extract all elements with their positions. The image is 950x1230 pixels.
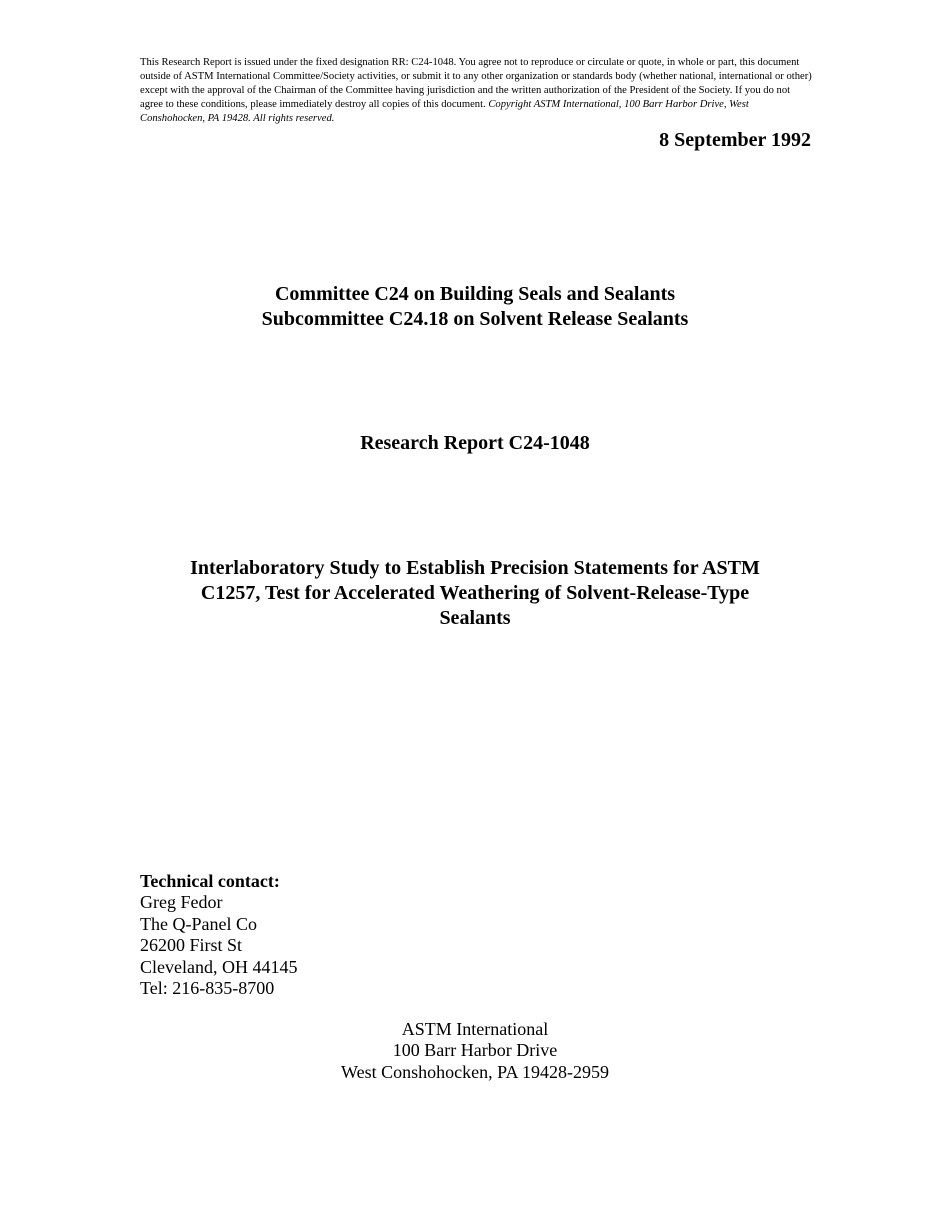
publisher-city: West Conshohocken, PA 19428-2959: [341, 1061, 609, 1082]
notice-text: This Research Report is issued under the fixed designation RR: C24-1048. You agree not to reproduce or circulate or quote, in whole or part, this document outside of ASTM International Committee/Society activities, or submit it to any other organization or standards body (whether national, international or other) except with the approval of the Chairman of the Committee having jurisdiction and the written authorization of the President of the Society. If you do not agree to these conditions, please immediately destroy all copies of this document.: [140, 57, 812, 110]
study-title-line-3: Sealants: [439, 607, 511, 629]
contact-company: The Q-Panel Co: [140, 913, 257, 934]
subcommittee-name: Subcommittee C24.18 on Solvent Release Sealants: [261, 308, 689, 330]
publisher-name: ASTM International: [401, 1019, 549, 1039]
technical-contact: [140, 871, 297, 999]
report-id: Research Report C24-1048: [360, 432, 590, 454]
publisher-address: [0, 1019, 950, 1083]
committee-heading: [0, 282, 950, 332]
notice-copyright: Copyright ASTM International, 100 Barr Harbor Drive, West Conshohocken, PA 19428. All rights reserved.: [140, 99, 749, 124]
study-title-line-1: Interlaboratory Study to Establish Precision Statements for ASTM: [190, 557, 760, 579]
contact-city: Cleveland, OH 44145: [140, 956, 298, 977]
copyright-notice: [140, 56, 812, 126]
committee-name: Committee C24 on Building Seals and Sealants: [274, 283, 676, 305]
study-title: [150, 556, 800, 631]
contact-name: Greg Fedor: [140, 892, 223, 913]
contact-label: Technical contact:: [140, 871, 280, 891]
contact-street: 26200 First St: [140, 935, 243, 956]
contact-phone: Tel: 216-835-8700: [140, 978, 275, 999]
report-date: 8 September 1992: [659, 129, 811, 151]
study-title-line-2: C1257, Test for Accelerated Weathering of Solvent-Release-Type: [200, 582, 750, 604]
publisher-street: 100 Barr Harbor Drive: [392, 1040, 558, 1061]
